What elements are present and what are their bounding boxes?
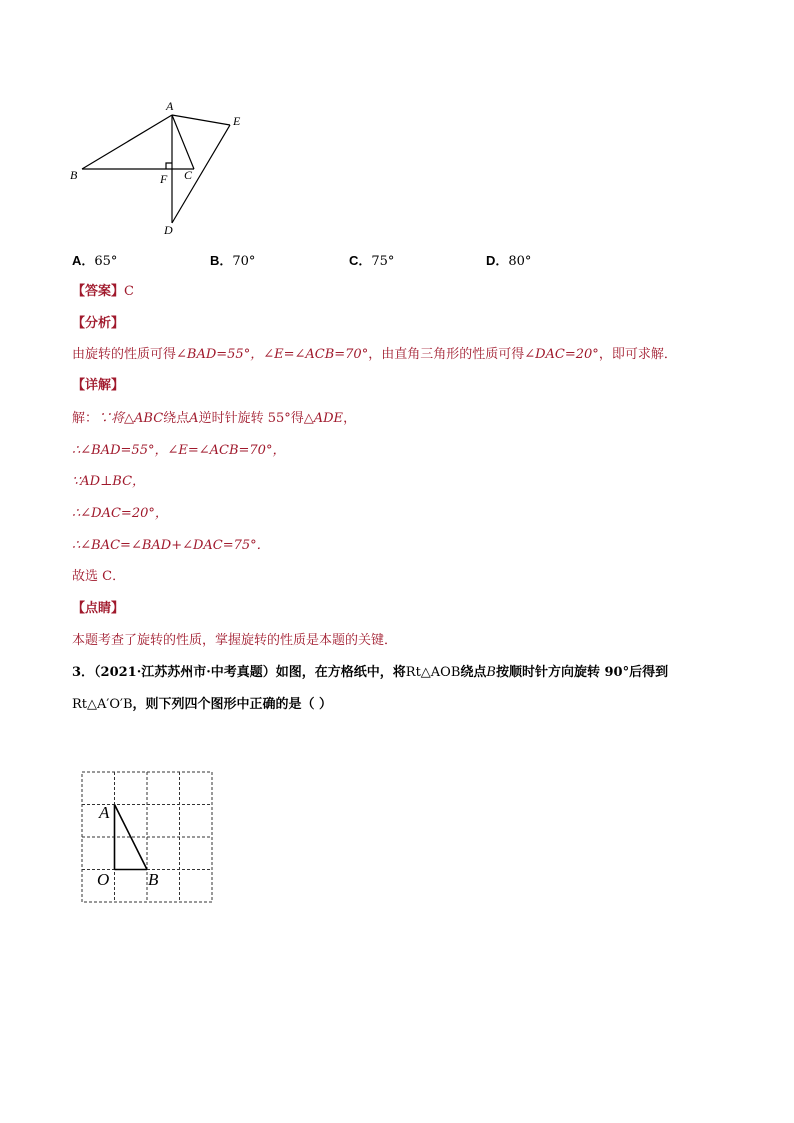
detail-line-4: ∴∠DAC=20°，: [72, 506, 168, 521]
label-b: B: [70, 168, 78, 182]
answer-line: [72, 283, 134, 301]
grid-label-o: O: [97, 870, 110, 889]
label-f: F: [160, 172, 168, 186]
grid-label-b: B: [148, 870, 159, 889]
segment-ac: [172, 115, 194, 169]
detail-line-1: 解：∵将△ABC绕点A逆时针旋转 55°得△ADE，: [72, 411, 357, 426]
comment-text: 本题考查了旋转的性质，掌握旋转的性质是本题的关键．: [72, 633, 398, 648]
detail-line-3: ∵AD⊥BC，: [72, 474, 146, 489]
answer-value: C: [124, 284, 134, 299]
question-3-line-1: 3．（2021·江苏苏州市·中考真题）如图，在方格纸中，将Rt△AOB绕点B按顺时针方向旋转 90°后得到: [72, 665, 669, 680]
figure-grid-triangle: [80, 770, 216, 906]
detail-line-2: ∴∠BAD=55°，∠E=∠ACB=70°，: [72, 443, 286, 458]
analysis-text: 由旋转的性质可得∠BAD=55°，∠E=∠ACB=70°，由直角三角形的性质可得∠DAC=20°，即可求解．: [72, 347, 677, 362]
analysis-heading: 【分析】: [72, 316, 125, 331]
question-3-line-2: Rt△A′O′B，则下列四个图形中正确的是（ ）: [72, 697, 333, 712]
option-a: A．65°: [72, 253, 118, 269]
label-d: D: [164, 223, 173, 237]
answer-options: [72, 250, 632, 270]
label-a: A: [166, 99, 174, 113]
label-c: C: [184, 168, 193, 182]
option-b: B．70°: [210, 253, 256, 269]
detail-heading: 【详解】: [72, 378, 125, 393]
answer-tag: 【答案】: [72, 284, 125, 299]
detail-line-5: ∴∠BAC=∠BAD+∠DAC=75°．: [72, 538, 270, 553]
segment-ae: [172, 115, 230, 125]
segment-de: [172, 125, 230, 223]
right-angle-mark: [166, 163, 172, 169]
segment-ab: [82, 115, 172, 169]
grid-label-a: A: [99, 803, 110, 822]
label-e: E: [233, 114, 241, 128]
option-d: D．80°: [486, 253, 532, 269]
figure-rotation-triangle: [60, 95, 280, 245]
option-c: C．75°: [349, 253, 395, 269]
detail-line-6: 故选 C．: [72, 569, 126, 584]
comment-heading: 【点睛】: [72, 601, 125, 616]
